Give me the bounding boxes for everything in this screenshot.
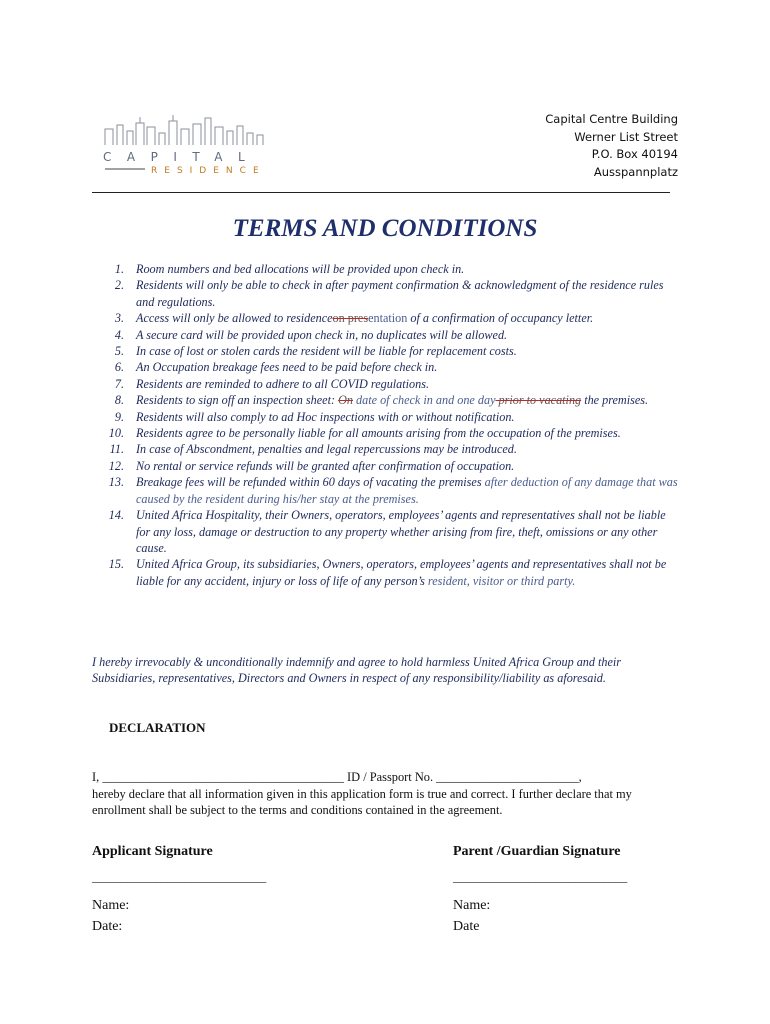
svg-text:RESIDENCE: RESIDENCE	[151, 166, 266, 175]
address-line: Ausspannplatz	[593, 164, 678, 179]
term-text: Room numbers and bed allocations will be provided upon check in.	[136, 262, 465, 276]
city-skyline-icon	[103, 115, 283, 175]
term-item	[92, 556, 682, 589]
term-number: 4.	[114, 327, 124, 342]
declaration-heading: DECLARATION	[109, 720, 206, 735]
term-text: Access will only be allowed to residence	[136, 311, 333, 326]
indemnity-paragraph: I hereby irrevocably & unconditionally indemnify and agree to hold harmless United Africa Group and their Subsidiaries, representatives, Directors and Owners in respect of any responsibility/liability as aforesaid.	[92, 655, 622, 686]
term-text: the premises.	[581, 393, 649, 408]
term-number: 5.	[114, 344, 124, 359]
term-text: No rental or service refunds will be granted after confirmation of occupation.	[136, 458, 515, 473]
term-item	[92, 507, 682, 556]
declaration-id-line[interactable]: I, _______________________________________ ID / Passport No. _______________________,	[92, 770, 582, 784]
term-text: United Africa Hospitality, their Owners, operators, employees’ agents and representatives shall not be liable for any loss, damage or destruction to any property whether arising from fire, theft, omissions or any other cause.	[136, 508, 666, 555]
address-line: Werner List Street	[574, 129, 678, 144]
term-item	[92, 261, 682, 277]
term-number: 13.	[108, 475, 124, 490]
term-text: A secure card will be provided upon check in, no duplicates will be allowed.	[136, 327, 508, 342]
term-text: of a confirmation of occupancy letter.	[407, 311, 594, 326]
term-number: 14.	[108, 508, 124, 523]
struck-text: On	[338, 393, 353, 408]
term-item	[92, 392, 682, 408]
declaration-statement: hereby declare that all information given in this application form is true and correct. I further declare that my enrollment shall be subject to the terms and conditions contained in the agreement.	[92, 786, 632, 817]
term-text: after deduction of any damage that was caused by the resident during his/her stay at the premises.	[136, 475, 678, 506]
term-text: Residents agree to be personally liable for all amounts arising from the occupation of the premises.	[136, 426, 621, 441]
term-number: 11.	[109, 442, 124, 457]
term-item	[92, 441, 682, 457]
guardian-signature-line[interactable]: ______________________________	[453, 870, 628, 884]
term-number: 2.	[114, 278, 124, 293]
header-divider	[92, 192, 670, 193]
applicant-name-field[interactable]: Name:	[92, 898, 130, 913]
term-item	[92, 376, 682, 392]
term-text: Breakage fees will be refunded within 60 days of vacating the premises	[136, 475, 485, 490]
term-number: 6.	[114, 360, 124, 375]
struck-text: on pres	[332, 311, 369, 326]
term-item	[92, 310, 682, 326]
term-item	[92, 327, 682, 343]
term-item	[92, 425, 682, 441]
term-item	[92, 409, 682, 425]
term-number: 15.	[108, 557, 124, 572]
term-number: 12.	[108, 458, 124, 473]
term-text: entation	[368, 311, 408, 326]
term-item	[92, 359, 682, 375]
address-block	[545, 111, 678, 181]
term-number: 9.	[114, 409, 124, 424]
term-item	[92, 277, 682, 310]
term-item	[92, 474, 682, 507]
term-text: In case of lost or stolen cards the resident will be liable for replacement costs.	[136, 344, 517, 359]
struck-text: prior to vacating	[495, 393, 582, 408]
applicant-signature-block	[92, 843, 266, 937]
term-text: Residents to sign off an inspection sheet:	[136, 393, 339, 408]
term-text: resident, visitor or third party.	[427, 573, 576, 588]
term-text: Residents will only be able to check in after payment confirmation & acknowledgment of the residence rules and regulations.	[136, 278, 664, 309]
term-text: An Occupation breakage fees need to be paid before check in.	[136, 360, 438, 375]
term-text: Residents will also comply to ad Hoc inspections with or without notification.	[136, 409, 515, 424]
capital-residence-logo	[103, 115, 283, 175]
term-text: United Africa Group, its subsidiaries, Owners, operators, employees’ agents and representatives shall not be liable for any accident, injury or loss of life of any person’s	[136, 557, 667, 588]
term-item	[92, 343, 682, 359]
term-number: 7.	[114, 376, 124, 391]
terms-list	[92, 261, 682, 589]
guardian-name-field[interactable]: Name:	[453, 898, 491, 913]
term-number: 1.	[114, 262, 124, 276]
term-text: date of check in and one day	[353, 393, 496, 408]
applicant-date-field[interactable]: Date:	[92, 919, 123, 934]
term-text: Residents are reminded to adhere to all COVID regulations.	[136, 376, 430, 391]
page-title: TERMS AND CONDITIONS	[232, 215, 538, 242]
term-item	[92, 458, 682, 474]
guardian-signature-block	[453, 843, 627, 937]
term-number: 10.	[108, 426, 124, 441]
declaration-text	[92, 769, 672, 819]
term-text: In case of Abscondment, penalties and legal repercussions may be introduced.	[136, 442, 517, 457]
guardian-signature-title: Parent /Guardian Signature	[453, 844, 621, 859]
address-line: Capital Centre Building	[545, 112, 678, 126]
term-number: 8.	[114, 393, 124, 408]
svg-text:CAPITAL: CAPITAL	[103, 150, 261, 164]
term-number: 3.	[114, 311, 124, 326]
guardian-date-field[interactable]: Date	[453, 919, 480, 934]
applicant-signature-title: Applicant Signature	[92, 844, 213, 859]
address-line: P.O. Box 40194	[591, 147, 678, 161]
applicant-signature-line[interactable]: ______________________________	[92, 870, 267, 884]
